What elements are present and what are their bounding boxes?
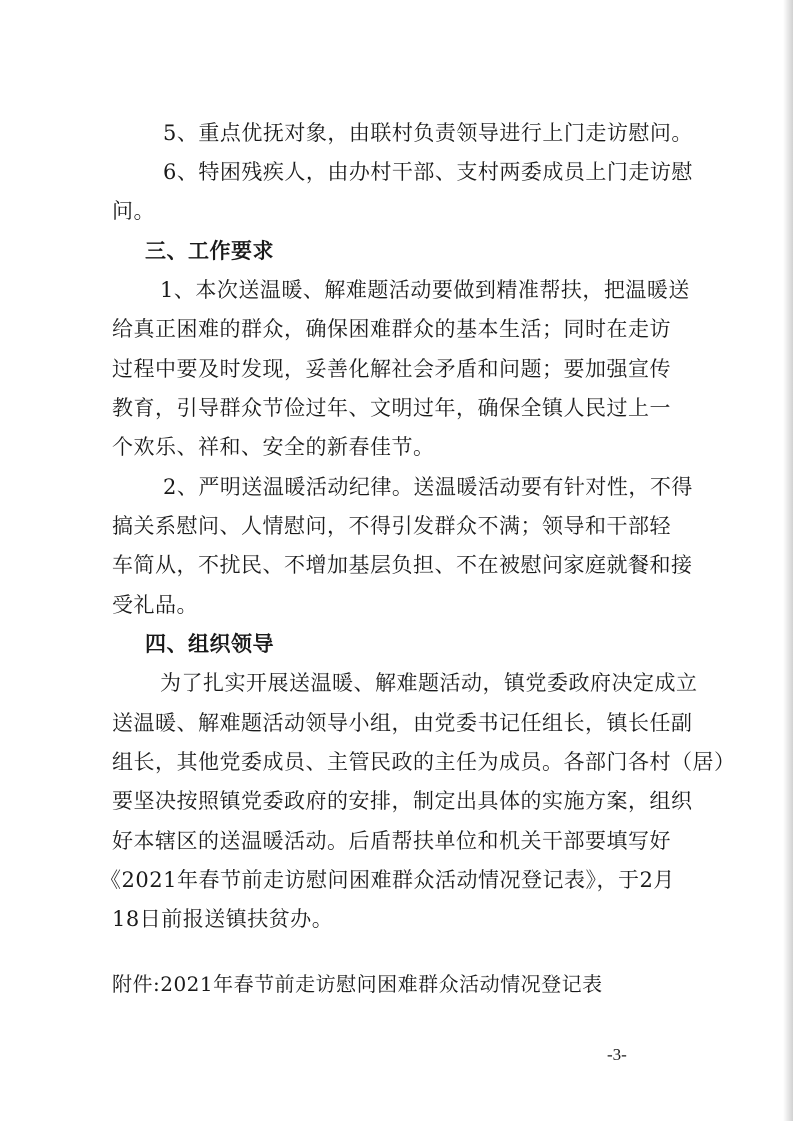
scan-edge-shadow <box>783 0 793 1121</box>
paragraph-line: 搞关系慰问、人情慰问，不得引发群众不满；领导和干部轻 <box>112 514 671 538</box>
paragraph-line: 为了扎实开展送温暖、解难题活动，镇党委政府决定成立 <box>160 671 698 695</box>
paragraph-line: 18日前报送镇扶贫办。 <box>112 907 334 931</box>
paragraph-line: 2、严明送温暖活动纪律。送温暖活动要有针对性，不得 <box>163 475 693 499</box>
paragraph-line: 受礼品。 <box>112 593 198 617</box>
paragraph-line: 个欢乐、祥和、安全的新春佳节。 <box>112 435 435 459</box>
paragraph-line: 过程中要及时发现，妥善化解社会矛盾和问题；要加强宣传 <box>112 357 671 381</box>
paragraph-line: 《2021年春节前走访慰问困难群众活动情况登记表》，于2月 <box>100 868 675 892</box>
paragraph-line: 6、特困残疾人，由办村干部、支村两委成员上门走访慰 <box>163 160 693 184</box>
section-heading-requirements: 三、工作要求 <box>145 238 274 263</box>
paragraph-line: 给真正困难的群众，确保困难群众的基本生活；同时在走访 <box>112 317 671 341</box>
section-heading-leadership: 四、组织领导 <box>145 631 274 656</box>
page-number: -3- <box>607 1045 627 1064</box>
paragraph-line: 1、本次送温暖、解难题活动要做到精准帮扶，把温暖送 <box>160 278 690 302</box>
paragraph-line: 送温暖、解难题活动领导小组，由党委书记任组长，镇长任副 <box>112 711 693 735</box>
paragraph-line: 问。 <box>112 199 155 223</box>
paragraph-line: 5、重点优抚对象，由联村负责领导进行上门走访慰问。 <box>163 121 693 145</box>
attachment-note: 附件:2021年春节前走访慰问困难群众活动情况登记表 <box>112 972 603 996</box>
paragraph-line: 要坚决按照镇党委政府的安排，制定出具体的实施方案，组织 <box>112 789 693 813</box>
paragraph-line: 组长，其他党委成员、主管民政的主任为成员。各部门各村（居） <box>112 750 736 774</box>
paragraph-line: 好本辖区的送温暖活动。后盾帮扶单位和机关干部要填写好 <box>112 829 671 853</box>
paragraph-line: 教育，引导群众节俭过年、文明过年，确保全镇人民过上一 <box>112 396 671 420</box>
paragraph-line: 车简从，不扰民、不增加基层负担、不在被慰问家庭就餐和接 <box>112 553 693 577</box>
